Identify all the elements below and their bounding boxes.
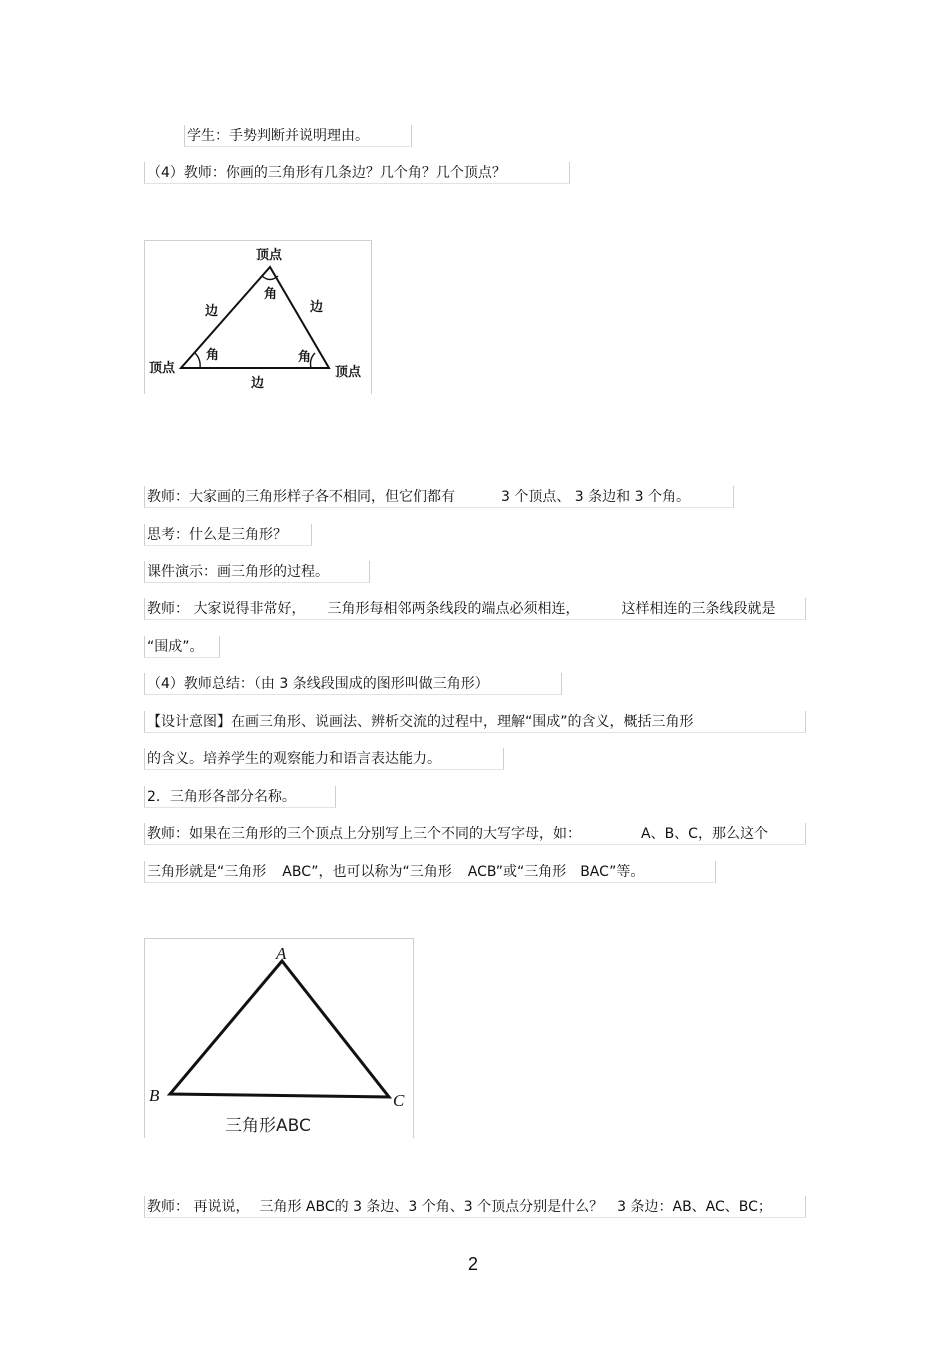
final-text-a: 教师： 再说说， <box>147 1199 250 1215</box>
design-intent-text-1: 【设计意图】在画三角形、说画法、辨析交流的过程中，理解“围成”的含义，概括三角形 <box>147 714 694 730</box>
design-intent-text-2: 的含义。培养学生的观察能力和语言表达能力。 <box>147 751 441 767</box>
naming-line-2 <box>144 861 716 883</box>
courseware-text: 课件演示：画三角形的过程。 <box>147 564 329 580</box>
page-number: 2 <box>468 1254 479 1274</box>
praise-text-a: 教师： 大家说得非常好， <box>147 601 306 617</box>
conclusion-text: （4）教师总结：（由 3 条线段围成的图形叫做三角形） <box>147 676 489 692</box>
final-text-b: 三角形 ABC的 3 条边、3 个角、3 个顶点分别是什么？ <box>259 1199 604 1215</box>
summary-text-a: 教师：大家画的三角形样子各不相同，但它们都有 <box>147 489 455 505</box>
naming-text-b: A、B、C，那么这个 <box>641 826 768 842</box>
question-4-line <box>144 162 570 184</box>
vertex-b-label: B <box>149 1086 160 1105</box>
question-4-text: （4）教师：你画的三角形有几条边？几个角？几个顶点？ <box>147 165 506 181</box>
vertex-c-label: C <box>393 1091 405 1110</box>
triangle-abc-figure <box>144 938 414 1138</box>
weicheng-text: “围成”。 <box>147 639 204 655</box>
final-text-c: 3 条边：AB、AC、BC； <box>617 1199 772 1215</box>
praise-line <box>144 598 806 620</box>
naming-text-c4: BAC”等。 <box>580 864 645 880</box>
side-right-label: 边 <box>310 300 324 315</box>
naming-text-c3: ACB”或“三角形 <box>467 864 567 880</box>
angle-left-label: 角 <box>206 348 220 363</box>
triangle-abc-diagram <box>145 939 413 1139</box>
final-question-line <box>144 1196 806 1218</box>
triangle-abc-caption: 三角形ABC <box>225 1116 311 1136</box>
naming-text-a: 教师：如果在三角形的三个顶点上分别写上三个不同的大写字母，如： <box>147 826 581 842</box>
angle-arc-right <box>311 353 316 368</box>
vertex-top-label: 顶点 <box>256 248 283 263</box>
naming-text-c2: ABC”，也可以称为“三角形 <box>282 864 452 880</box>
conclusion-line <box>144 673 562 695</box>
triangle-abc-outline <box>170 961 389 1097</box>
design-intent-line-2 <box>144 748 504 770</box>
student-text: 学生：手势判断并说明理由。 <box>187 128 369 144</box>
summary-text-b: 3 个顶点、 3 条边和 3 个角。 <box>501 489 690 505</box>
courseware-line <box>144 561 370 583</box>
vertex-right-label: 顶点 <box>335 365 362 380</box>
section-2-text: 2．三角形各部分名称。 <box>147 789 296 805</box>
section-2-heading <box>144 786 336 808</box>
praise-text-b: 三角形每相邻两条线段的端点必须相连， <box>327 601 580 617</box>
student-line <box>184 125 412 147</box>
think-text: 思考：什么是三角形？ <box>147 527 287 543</box>
angle-right-label: 角 <box>298 350 312 365</box>
angle-arc-left <box>195 353 200 368</box>
side-bottom-label: 边 <box>251 376 265 391</box>
triangle-parts-diagram <box>145 241 371 395</box>
angle-top-label: 角 <box>264 287 278 302</box>
vertex-a-label: A <box>276 944 287 963</box>
summary-line <box>144 486 734 508</box>
praise-text-c: 这样相连的三条线段就是 <box>621 601 776 617</box>
weicheng-line <box>144 636 220 658</box>
vertex-left-label: 顶点 <box>149 361 176 376</box>
side-left-label: 边 <box>205 304 219 319</box>
naming-line-1 <box>144 823 806 845</box>
naming-text-c1: 三角形就是“三角形 <box>147 864 267 880</box>
think-line <box>144 524 312 546</box>
design-intent-line-1 <box>144 711 806 733</box>
triangle-parts-figure <box>144 240 372 394</box>
